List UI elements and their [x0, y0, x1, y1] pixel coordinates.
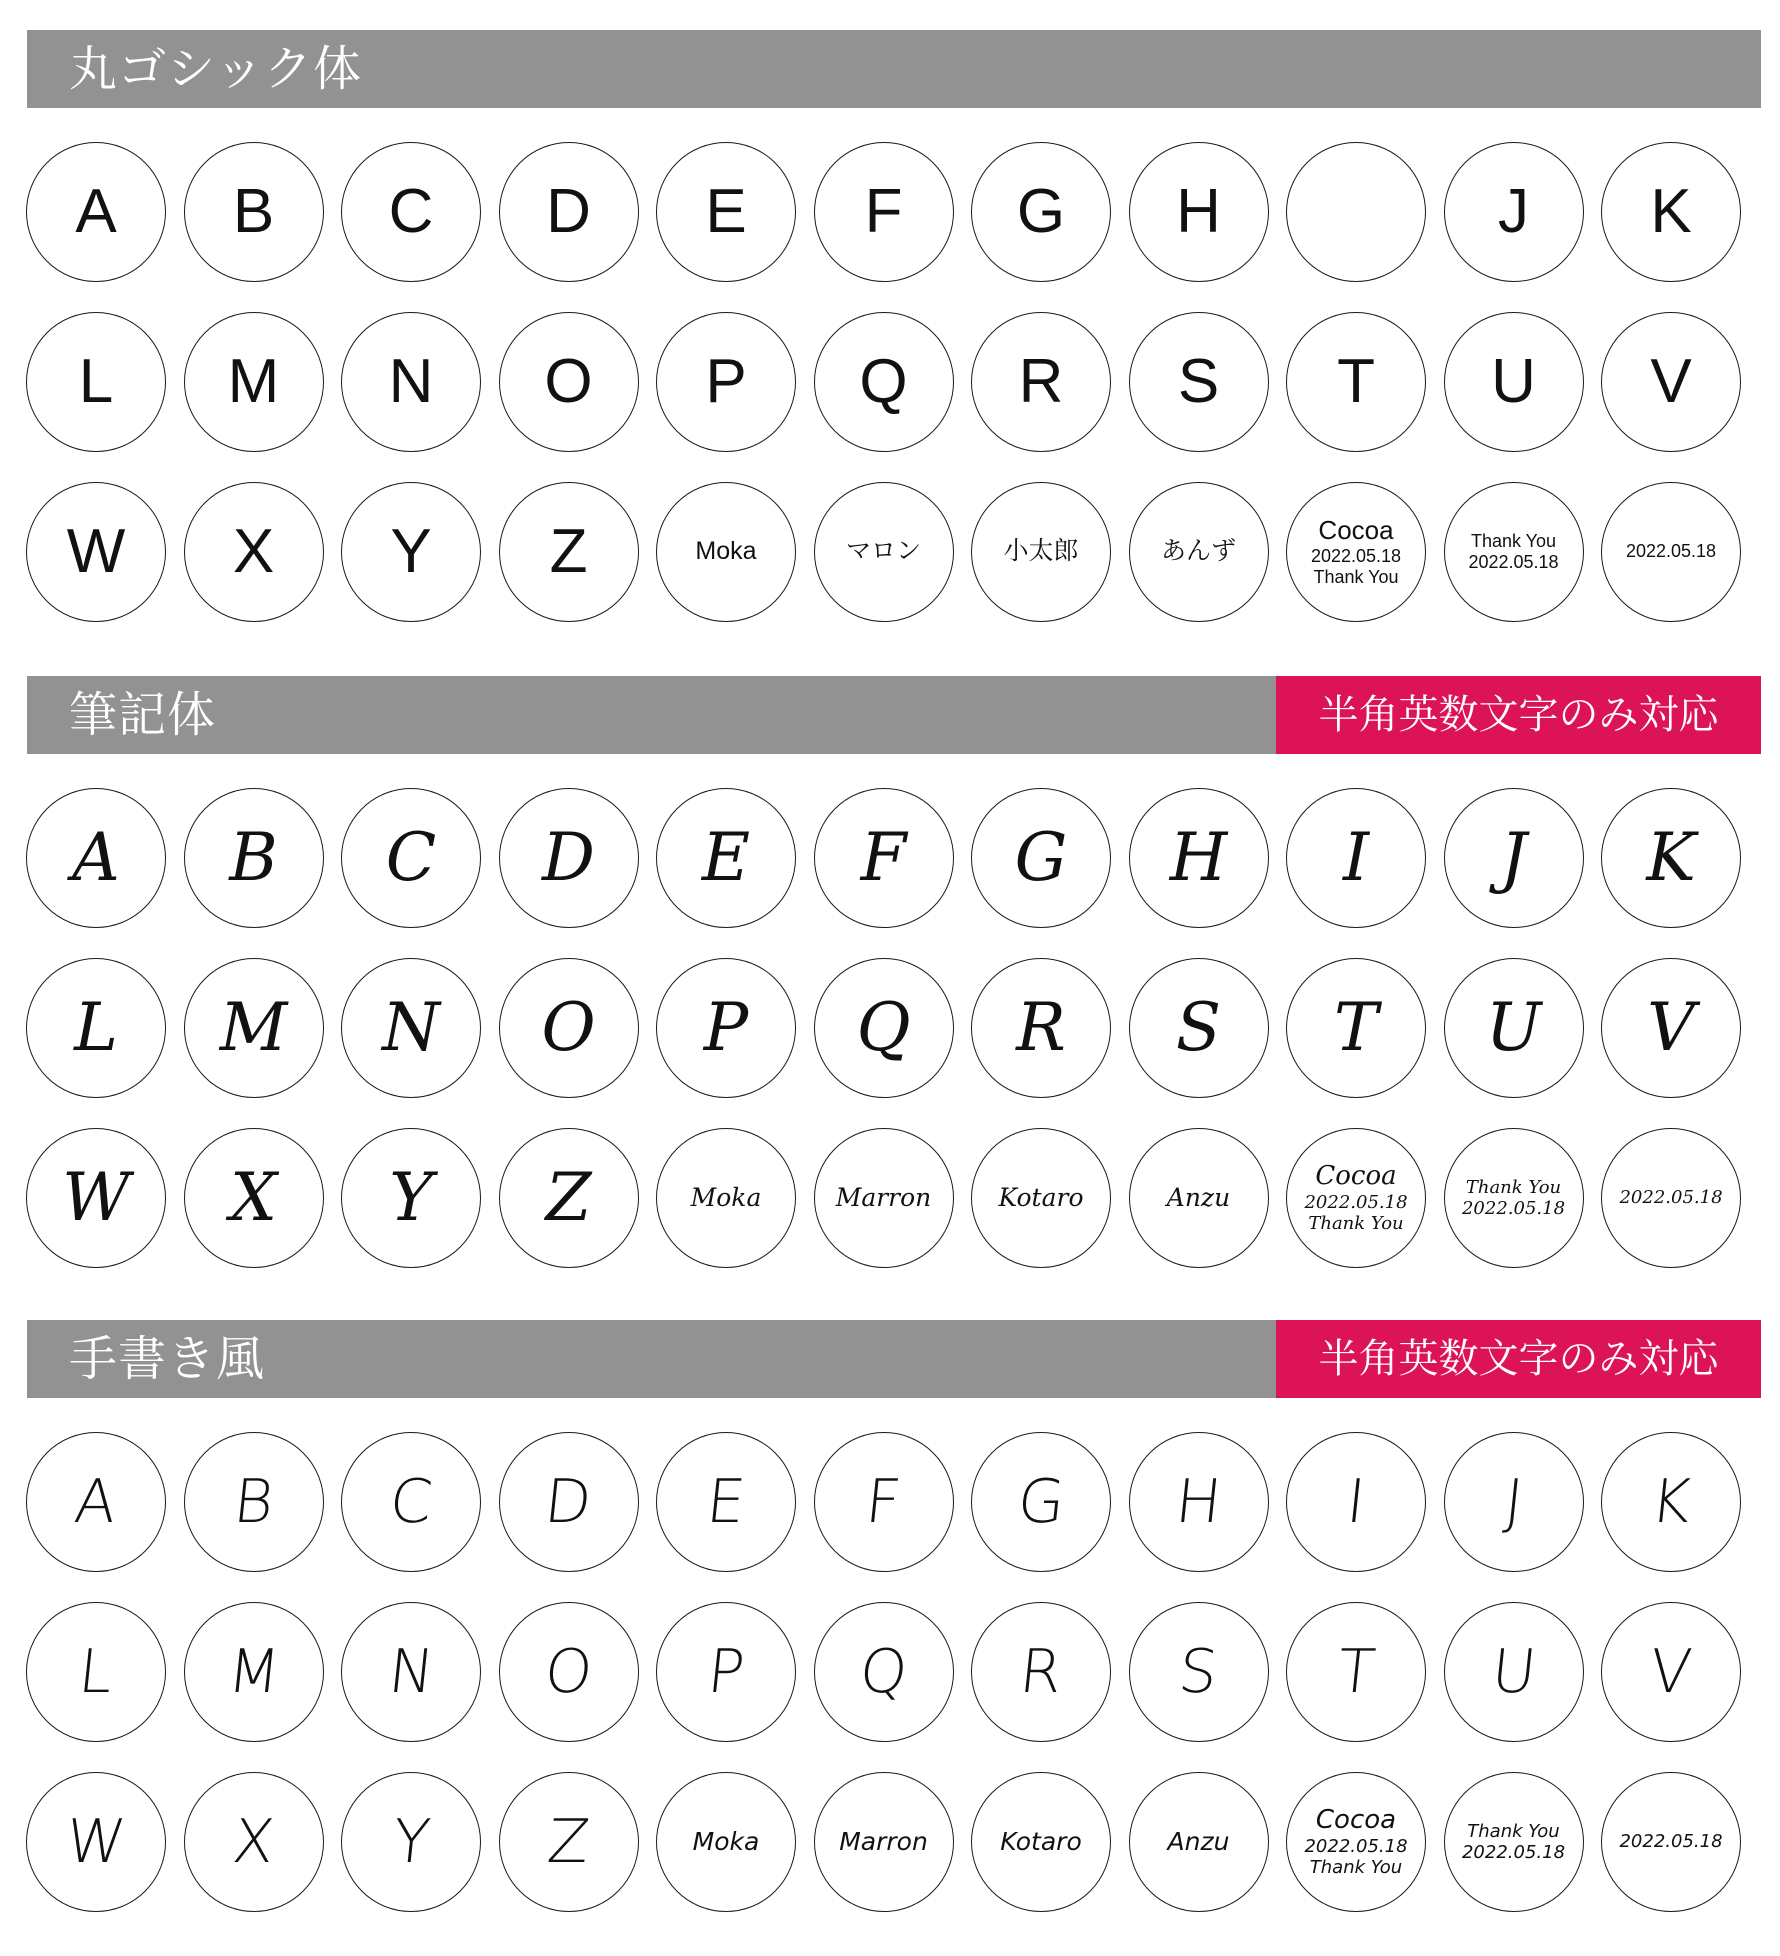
- letter-sample-circle: [499, 142, 639, 282]
- letter-sample-circle: [1601, 1602, 1741, 1742]
- letter-sample-text: Y: [388, 1807, 434, 1877]
- letter-sample-circle: [1129, 1602, 1269, 1742]
- letter-sample-circle: [814, 1432, 954, 1572]
- letter-sample-circle: [341, 1432, 481, 1572]
- letter-sample-circle: [1129, 958, 1269, 1098]
- text-sample-circle: [1129, 1772, 1269, 1912]
- letter-sample-text: F: [860, 819, 907, 896]
- letter-sample-circle: [656, 1432, 796, 1572]
- letter-sample-circle: [656, 958, 796, 1098]
- letter-sample-circle: [499, 1602, 639, 1742]
- letter-sample-text: V: [1650, 347, 1692, 416]
- text-sample-circle: [1444, 1772, 1584, 1912]
- letter-sample-text: L: [75, 1637, 117, 1707]
- section-header: [27, 1320, 1761, 1398]
- letter-sample-text: E: [701, 819, 751, 896]
- letter-sample-text: X: [230, 1159, 277, 1236]
- text-sample-circle: [1601, 482, 1741, 622]
- letter-sample-text: D: [542, 819, 595, 896]
- sample-text-line: 2022.05.18: [1304, 1192, 1408, 1214]
- sample-text-line: Moka: [695, 537, 757, 566]
- letter-sample-circle: [1286, 958, 1426, 1098]
- halfwidth-only-badge: 半角英数文字のみ対応: [1276, 676, 1761, 754]
- sample-text-line: 2022.05.18: [1461, 1842, 1566, 1863]
- text-sample-circle: [1129, 482, 1269, 622]
- letter-sample-circle: [341, 1602, 481, 1742]
- letter-sample-circle: [971, 1602, 1111, 1742]
- text-sample-circle: [814, 1772, 954, 1912]
- letter-sample-text: O: [544, 347, 593, 416]
- letter-sample-circle: [656, 1602, 796, 1742]
- section-title: 筆記体: [69, 687, 217, 743]
- letter-sample-circle: [814, 788, 954, 928]
- halfwidth-only-badge: 半角英数文字のみ対応: [1276, 1320, 1761, 1398]
- letter-sample-circle: [341, 312, 481, 452]
- letter-sample-text: G: [1016, 177, 1066, 246]
- letter-sample-text: X: [229, 1807, 278, 1877]
- text-sample-circle: [1286, 1772, 1426, 1912]
- letter-sample-text: P: [704, 1637, 748, 1707]
- letter-sample-circle: [656, 788, 796, 928]
- letter-sample-text: E: [703, 1467, 749, 1537]
- letter-sample-text: O: [541, 989, 596, 1066]
- text-sample-circle: [656, 482, 796, 622]
- sample-text-line: Thank You: [1313, 567, 1399, 588]
- section-header: [27, 30, 1761, 108]
- letter-sample-circle: [184, 1432, 324, 1572]
- letter-sample-circle: [499, 958, 639, 1098]
- sample-text-line: 2022.05.18: [1619, 1187, 1723, 1209]
- letter-sample-text: T: [1337, 347, 1375, 416]
- letter-sample-text: J: [1500, 819, 1527, 896]
- letter-sample-text: F: [864, 177, 903, 246]
- letter-sample-circle: [971, 788, 1111, 928]
- letter-sample-text: X: [232, 517, 275, 586]
- letter-sample-circle: [499, 312, 639, 452]
- letter-sample-text: N: [382, 989, 440, 1066]
- letter-sample-circle: [26, 1432, 166, 1572]
- letter-sample-text: R: [1016, 1637, 1066, 1707]
- text-sample-circle: [1286, 1128, 1426, 1268]
- letter-sample-text: S: [1177, 347, 1220, 416]
- sample-text-line: 2022.05.18: [1461, 1198, 1566, 1219]
- sample-text-line: Thank You: [1467, 1820, 1560, 1842]
- letter-sample-text: W: [62, 1807, 130, 1877]
- letter-sample-text: Y: [389, 1159, 433, 1236]
- letter-sample-circle: [499, 1432, 639, 1572]
- section-header: [27, 676, 1761, 754]
- letter-sample-text: I: [1342, 819, 1370, 896]
- letter-sample-text: H: [1172, 1467, 1225, 1537]
- letter-sample-circle: [1601, 788, 1741, 928]
- sample-text-line: 2022.05.18: [1619, 1831, 1723, 1853]
- letter-sample-text: U: [1485, 989, 1542, 1066]
- letter-sample-circle: [341, 1128, 481, 1268]
- letter-sample-circle: [814, 142, 954, 282]
- letter-sample-circle: [499, 482, 639, 622]
- letter-sample-text: Z: [545, 1159, 592, 1236]
- letter-sample-circle: [499, 788, 639, 928]
- letter-sample-circle: [971, 958, 1111, 1098]
- letter-sample-circle: [184, 312, 324, 452]
- letter-sample-text: I: [1343, 1467, 1369, 1537]
- letter-sample-circle: [1286, 1602, 1426, 1742]
- letter-sample-text: T: [1333, 1637, 1379, 1707]
- letter-sample-circle: [656, 312, 796, 452]
- letter-sample-circle: [184, 958, 324, 1098]
- letter-sample-circle: [1129, 142, 1269, 282]
- letter-sample-text: P: [703, 989, 749, 1066]
- letter-sample-circle: [814, 958, 954, 1098]
- text-sample-circle: [656, 1772, 796, 1912]
- letter-sample-circle: [1444, 788, 1584, 928]
- letter-sample-circle: [656, 142, 796, 282]
- letter-sample-text: D: [546, 177, 591, 246]
- sample-text-line: Moka: [690, 1183, 762, 1213]
- sample-text-line: Thank You: [1470, 530, 1557, 551]
- text-sample-circle: [1286, 482, 1426, 622]
- letter-sample-text: M: [219, 989, 288, 1066]
- letter-sample-circle: [1129, 1432, 1269, 1572]
- letter-sample-text: A: [72, 819, 120, 896]
- section-title: 手書き風: [69, 1331, 266, 1387]
- letter-sample-text: H: [1169, 819, 1228, 896]
- text-sample-circle: [971, 1772, 1111, 1912]
- letter-sample-text: B: [230, 1467, 277, 1537]
- letter-sample-circle: [1601, 142, 1741, 282]
- letter-sample-circle: [1444, 1602, 1584, 1742]
- letter-sample-circle: [1129, 312, 1269, 452]
- letter-sample-text: O: [541, 1637, 596, 1707]
- letter-sample-text: V: [1646, 1637, 1696, 1707]
- sample-text-line: Kotaro: [1000, 1827, 1082, 1857]
- letter-sample-circle: [971, 1432, 1111, 1572]
- letter-sample-text: Q: [856, 989, 911, 1066]
- letter-sample-circle: [26, 312, 166, 452]
- letter-sample-text: U: [1491, 347, 1536, 416]
- letter-sample-text: R: [1016, 989, 1066, 1066]
- letter-sample-circle: [26, 788, 166, 928]
- letter-sample-text: H: [1176, 177, 1221, 246]
- letter-sample-text: Z: [544, 1807, 593, 1877]
- text-sample-circle: [656, 1128, 796, 1268]
- letter-sample-text: K: [1646, 819, 1696, 896]
- text-sample-circle: [814, 482, 954, 622]
- letter-sample-text: Y: [390, 517, 432, 586]
- sample-text-line: 2022.05.18: [1468, 552, 1559, 572]
- letter-sample-circle: [26, 1772, 166, 1912]
- letter-sample-circle: [26, 1128, 166, 1268]
- text-sample-circle: [1601, 1128, 1741, 1268]
- letter-sample-circle: [1444, 312, 1584, 452]
- letter-sample-text: B: [232, 177, 275, 246]
- letter-sample-text: T: [1333, 989, 1379, 1066]
- section-title: 丸ゴシック体: [69, 41, 363, 97]
- letter-sample-circle: [1601, 312, 1741, 452]
- letter-sample-text: L: [78, 347, 114, 416]
- letter-sample-text: C: [386, 1467, 436, 1537]
- sample-text-line: Thank You: [1309, 1857, 1403, 1879]
- letter-sample-circle: [814, 1602, 954, 1742]
- letter-sample-text: L: [74, 989, 118, 1066]
- letter-sample-circle: [1129, 788, 1269, 928]
- text-sample-circle: [1129, 1128, 1269, 1268]
- letter-sample-text: C: [388, 177, 434, 246]
- letter-sample-text: N: [384, 1637, 438, 1707]
- letter-sample-text: M: [223, 1637, 284, 1707]
- letter-sample-text: F: [862, 1467, 905, 1537]
- sample-text-line: Anzu: [1167, 1827, 1230, 1857]
- letter-sample-text: A: [75, 177, 117, 246]
- letter-sample-circle: [1286, 142, 1426, 282]
- letter-sample-text: U: [1487, 1637, 1540, 1707]
- text-sample-circle: [971, 1128, 1111, 1268]
- letter-sample-text: M: [227, 347, 280, 416]
- text-sample-circle: [814, 1128, 954, 1268]
- sample-text-line: Cocoa: [1315, 1161, 1397, 1192]
- letter-sample-text: S: [1175, 989, 1222, 1066]
- letter-sample-text: R: [1018, 347, 1064, 416]
- sample-text-line: Thank You: [1308, 1213, 1404, 1235]
- letter-sample-text: E: [705, 177, 747, 246]
- letter-sample-text: K: [1647, 1467, 1695, 1537]
- letter-sample-circle: [26, 958, 166, 1098]
- letter-sample-circle: [184, 1602, 324, 1742]
- letter-sample-circle: [971, 142, 1111, 282]
- sample-text-line: Anzu: [1166, 1183, 1231, 1213]
- letter-sample-text: G: [1014, 1467, 1068, 1537]
- letter-sample-text: A: [71, 1467, 121, 1537]
- letter-sample-text: B: [229, 819, 278, 896]
- letter-sample-circle: [26, 482, 166, 622]
- letter-sample-circle: [1286, 788, 1426, 928]
- letter-sample-circle: [1444, 958, 1584, 1098]
- letter-sample-circle: [184, 788, 324, 928]
- sample-text-line: Cocoa: [1315, 1805, 1397, 1836]
- letter-sample-circle: [1444, 1432, 1584, 1572]
- letter-sample-text: G: [1014, 819, 1068, 896]
- letter-sample-text: V: [1647, 989, 1695, 1066]
- text-sample-circle: [1444, 482, 1584, 622]
- letter-sample-text: Q: [859, 347, 908, 416]
- sample-text-line: マロン: [845, 537, 921, 566]
- letter-sample-circle: [499, 1128, 639, 1268]
- letter-sample-text: Q: [856, 1637, 911, 1707]
- sample-text-line: Marron: [839, 1827, 928, 1857]
- letter-sample-circle: [26, 142, 166, 282]
- letter-sample-circle: [184, 142, 324, 282]
- letter-sample-text: W: [66, 517, 126, 586]
- sample-text-line: Thank You: [1465, 1176, 1562, 1198]
- letter-sample-text: P: [705, 347, 747, 416]
- text-sample-circle: [1601, 1772, 1741, 1912]
- sample-text-line: Kotaro: [998, 1183, 1084, 1213]
- letter-sample-text: C: [385, 819, 437, 896]
- letter-sample-text: J: [1500, 1467, 1527, 1537]
- sample-text-line: あんず: [1160, 537, 1236, 566]
- letter-sample-circle: [341, 958, 481, 1098]
- letter-sample-text: J: [1498, 177, 1529, 246]
- sample-text-line: Moka: [692, 1827, 760, 1857]
- text-sample-circle: [971, 482, 1111, 622]
- text-sample-circle: [1444, 1128, 1584, 1268]
- sample-text-line: 2022.05.18: [1304, 1836, 1408, 1858]
- sample-text-line: Marron: [835, 1183, 932, 1213]
- letter-sample-circle: [1601, 1432, 1741, 1572]
- letter-sample-circle: [341, 482, 481, 622]
- letter-sample-text: W: [62, 1159, 130, 1236]
- letter-sample-circle: [814, 312, 954, 452]
- letter-sample-text: K: [1650, 177, 1692, 246]
- sample-text-line: 2022.05.18: [1310, 546, 1402, 567]
- letter-sample-circle: [341, 788, 481, 928]
- letter-sample-circle: [971, 312, 1111, 452]
- letter-sample-circle: [1444, 142, 1584, 282]
- letter-sample-circle: [341, 1772, 481, 1912]
- letter-sample-circle: [341, 142, 481, 282]
- letter-sample-circle: [184, 1772, 324, 1912]
- sample-text-line: 小太郎: [1003, 537, 1079, 566]
- letter-sample-text: D: [541, 1467, 596, 1537]
- letter-sample-circle: [184, 482, 324, 622]
- letter-sample-text: N: [388, 347, 434, 416]
- sample-text-line: Cocoa: [1318, 515, 1394, 546]
- letter-sample-circle: [1601, 958, 1741, 1098]
- letter-sample-circle: [1286, 312, 1426, 452]
- letter-sample-circle: [184, 1128, 324, 1268]
- letter-sample-circle: [499, 1772, 639, 1912]
- sample-text-line: 2022.05.18: [1625, 541, 1717, 562]
- letter-sample-text: S: [1175, 1637, 1222, 1707]
- letter-sample-text: Z: [549, 517, 588, 586]
- letter-sample-circle: [1286, 1432, 1426, 1572]
- letter-sample-circle: [26, 1602, 166, 1742]
